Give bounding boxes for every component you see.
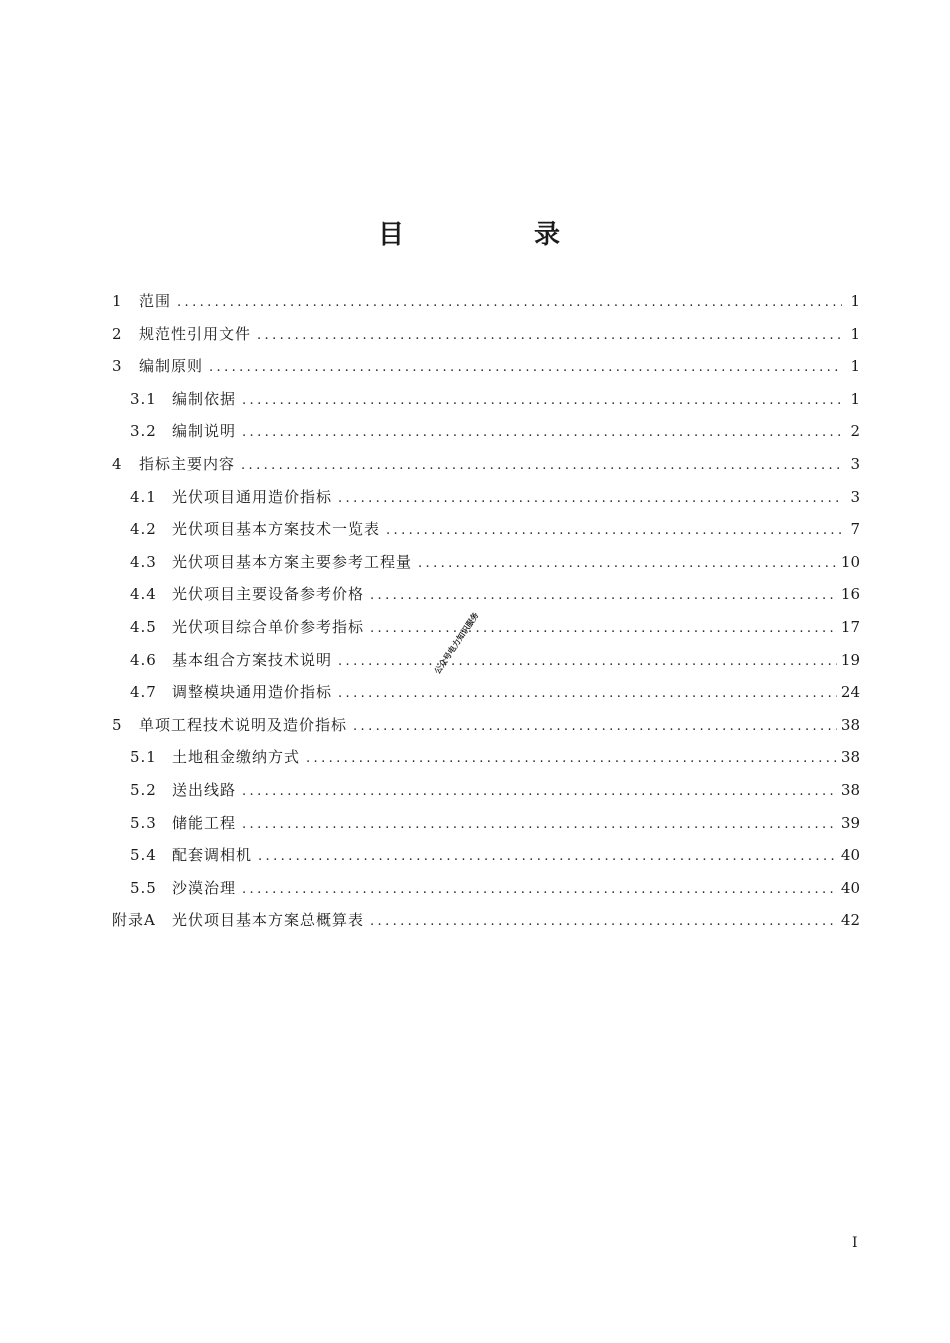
toc-entry-page: 1	[850, 389, 860, 408]
toc-entry-page: 2	[850, 422, 860, 441]
toc-subentry[interactable]	[112, 383, 860, 416]
toc-entry-title: 储能工程	[172, 813, 237, 832]
toc-entry[interactable]	[112, 318, 860, 351]
toc-entry-number: 5.1	[130, 748, 157, 767]
toc-entry-title: 规范性引用文件	[139, 324, 252, 343]
toc-entry-number: 附录A	[112, 911, 156, 930]
toc-entry-title: 编制说明	[172, 422, 237, 441]
toc-entry-number: 4.7	[130, 683, 157, 702]
toc-leader-dots	[370, 613, 837, 646]
toc-entry-page: 24	[840, 683, 860, 702]
toc-entry-title: 光伏项目基本方案总概算表	[172, 911, 365, 930]
toc-leader-dots	[353, 711, 837, 744]
toc-entry-number: 5.5	[130, 878, 157, 897]
toc-entry-title: 指标主要内容	[139, 454, 236, 473]
toc-subentry[interactable]	[112, 741, 860, 774]
toc-entry-page: 42	[840, 911, 860, 930]
toc-entry-number: 4.2	[130, 520, 157, 539]
toc-leader-dots	[306, 743, 837, 776]
toc-leader-dots	[242, 417, 842, 450]
toc-leader-dots	[177, 287, 842, 320]
toc-entry-page: 7	[850, 520, 860, 539]
toc-entry-number: 4.4	[130, 585, 157, 604]
toc-entry-number: 3.2	[130, 422, 157, 441]
toc-entry[interactable]	[112, 285, 860, 318]
toc-leader-dots	[209, 352, 842, 385]
toc-entry-title: 光伏项目综合单价参考指标	[172, 617, 365, 636]
toc-entry-number: 5.3	[130, 813, 157, 832]
toc-entry-title: 范围	[139, 292, 172, 310]
toc-entry[interactable]	[112, 350, 860, 383]
toc-leader-dots	[370, 580, 837, 613]
toc-subentry[interactable]	[112, 872, 860, 905]
toc-subentry[interactable]	[112, 546, 860, 579]
toc-leader-dots	[418, 548, 837, 581]
toc-leader-dots	[338, 646, 837, 679]
toc-entry-number: 4.3	[130, 552, 157, 571]
table-of-contents	[112, 285, 860, 937]
toc-entry-page: 39	[840, 813, 860, 832]
toc-subentry[interactable]	[112, 774, 860, 807]
toc-entry[interactable]	[112, 448, 860, 481]
toc-entry-title: 沙漠治理	[172, 878, 237, 897]
toc-entry-number: 1	[112, 292, 123, 310]
toc-entry-page: 40	[840, 878, 860, 897]
toc-subentry[interactable]	[112, 807, 860, 840]
toc-entry-page: 40	[840, 846, 860, 865]
toc-entry-number: 5.4	[130, 846, 157, 865]
toc-entry-page: 10	[840, 552, 860, 571]
toc-subentry[interactable]	[112, 578, 860, 611]
toc-entry-number: 4	[112, 454, 123, 473]
toc-entry-title: 送出线路	[172, 780, 237, 799]
toc-entry-title: 土地租金缴纳方式	[172, 748, 301, 767]
toc-entry-number: 2	[112, 324, 123, 343]
toc-entry-title: 配套调相机	[172, 846, 253, 865]
toc-entry-page: 3	[850, 454, 860, 473]
toc-leader-dots	[242, 874, 837, 907]
toc-entry-page: 1	[850, 357, 860, 376]
toc-entry-number: 4.1	[130, 487, 157, 506]
toc-entry-title: 调整模块通用造价指标	[172, 683, 333, 702]
toc-leader-dots	[386, 515, 842, 548]
toc-leader-dots	[242, 776, 837, 809]
toc-entry-title: 基本组合方案技术说明	[172, 650, 333, 669]
toc-leader-dots	[242, 385, 842, 418]
toc-subentry[interactable]	[112, 415, 860, 448]
toc-subentry[interactable]	[112, 513, 860, 546]
toc-entry-number: 4.5	[130, 617, 157, 636]
toc-entry-title: 光伏项目主要设备参考价格	[172, 585, 365, 604]
toc-entry-page: 1	[850, 292, 860, 310]
toc-subentry[interactable]	[112, 644, 860, 677]
toc-entry-title: 编制依据	[172, 389, 237, 408]
toc-entry[interactable]	[112, 709, 860, 742]
toc-leader-dots	[338, 483, 842, 516]
toc-leader-dots	[370, 906, 837, 939]
toc-entry-title: 光伏项目基本方案主要参考工程量	[172, 552, 413, 571]
toc-entry-page: 38	[840, 780, 860, 799]
toc-entry-number: 4.6	[130, 650, 157, 669]
toc-leader-dots	[242, 809, 837, 842]
page-title: 目 录	[377, 220, 612, 251]
toc-subentry[interactable]	[112, 481, 860, 514]
toc-entry-number: 3	[112, 357, 123, 376]
toc-entry-number: 5	[112, 715, 123, 734]
toc-entry-page: 38	[840, 748, 860, 767]
toc-entry-title: 单项工程技术说明及造价指标	[139, 715, 348, 734]
page-number: I	[852, 1235, 858, 1251]
toc-entry-page: 17	[840, 617, 860, 636]
toc-entry-title: 编制原则	[139, 357, 204, 376]
toc-entry-number: 5.2	[130, 780, 157, 799]
toc-entry-page: 1	[850, 324, 860, 343]
toc-entry-page: 3	[850, 487, 860, 506]
toc-entry-number: 3.1	[130, 389, 157, 408]
toc-entry-title: 光伏项目基本方案技术一览表	[172, 520, 381, 539]
toc-appendix-entry[interactable]	[112, 904, 860, 937]
watermark-text: 公众号电力知识服务	[432, 610, 481, 676]
toc-leader-dots	[241, 450, 842, 483]
toc-leader-dots	[258, 841, 837, 874]
toc-leader-dots	[257, 320, 842, 353]
toc-subentry[interactable]	[112, 611, 860, 644]
toc-entry-page: 38	[840, 715, 860, 734]
toc-entry-page: 16	[840, 585, 860, 604]
toc-subentry[interactable]	[112, 839, 860, 872]
toc-subentry[interactable]	[112, 676, 860, 709]
toc-leader-dots	[338, 678, 837, 711]
toc-entry-title: 光伏项目通用造价指标	[172, 487, 333, 506]
toc-entry-page: 19	[840, 650, 860, 669]
